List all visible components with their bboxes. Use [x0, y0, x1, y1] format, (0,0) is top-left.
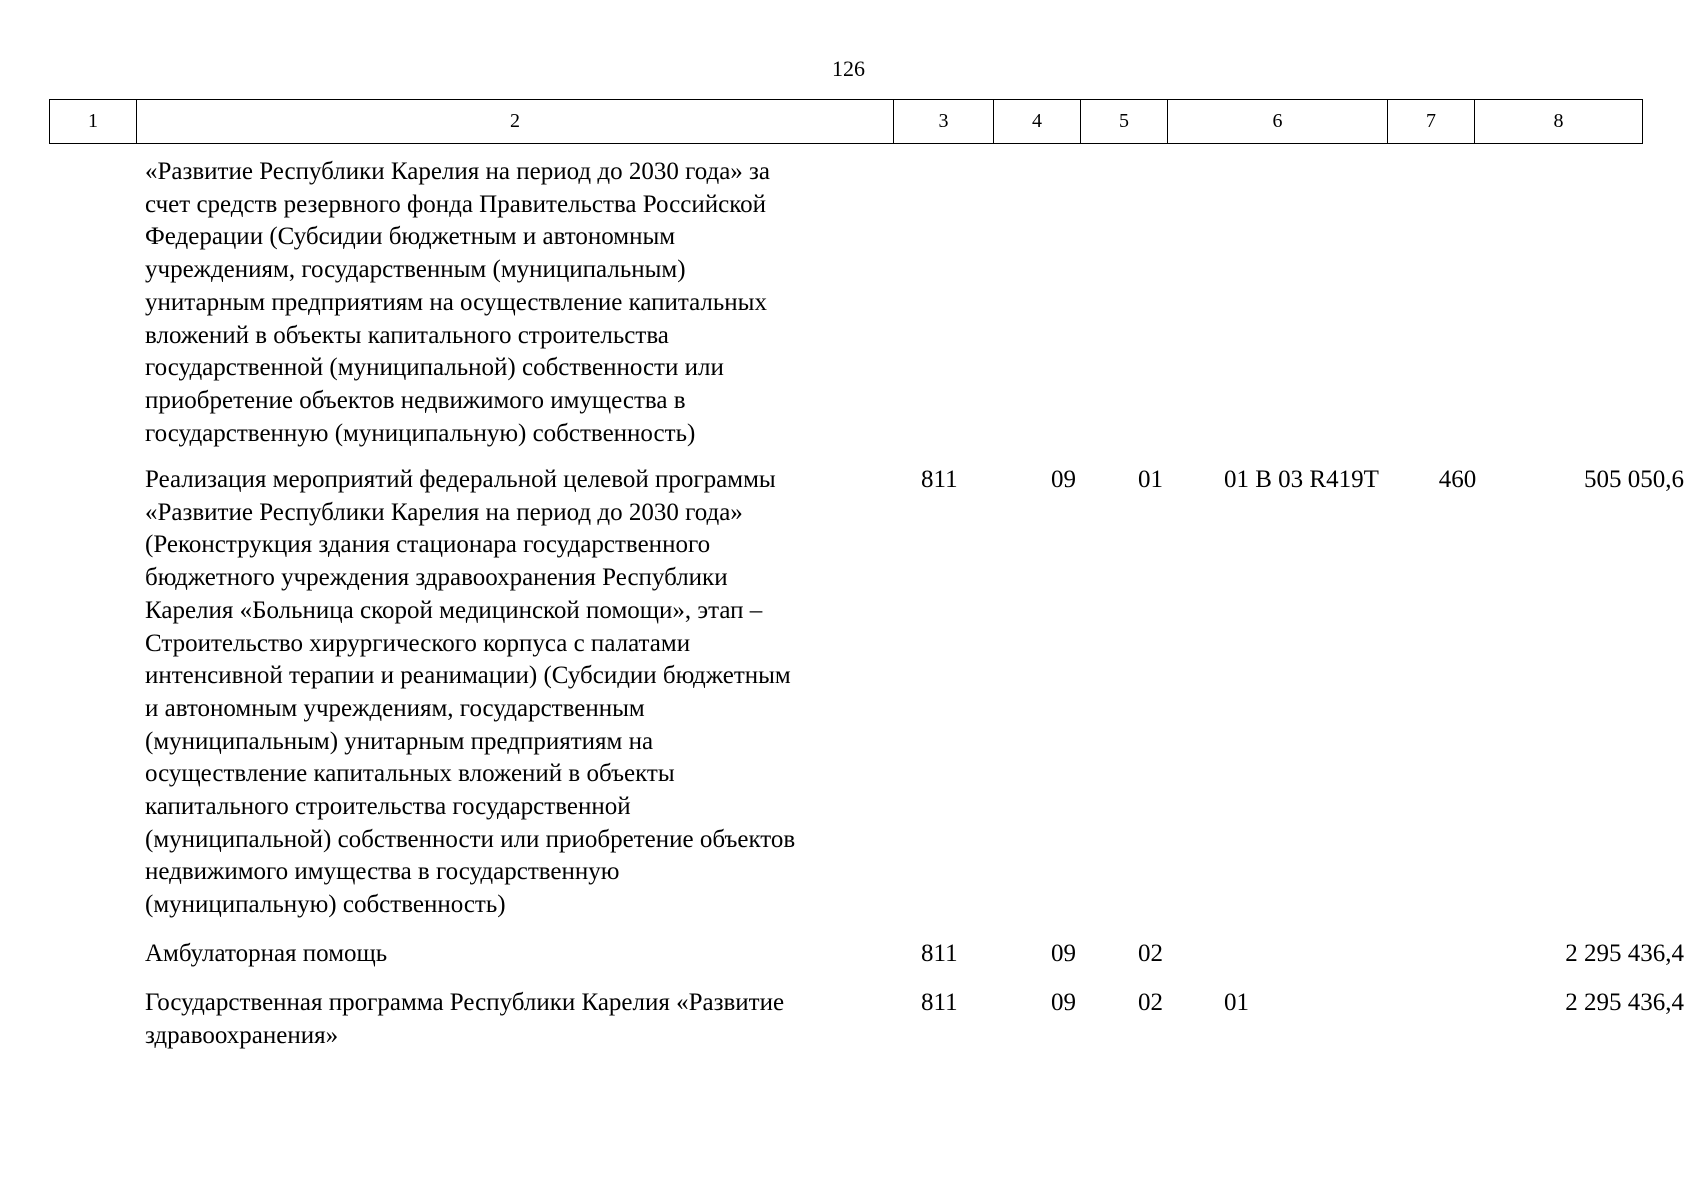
- description-line: Строительство хирургического корпуса с палатами: [145, 629, 691, 657]
- cell-amount: 2 295 436,4: [1565, 989, 1684, 1016]
- description-line: Реализация мероприятий федеральной целевой программы: [145, 466, 776, 493]
- cell-ministry-code: 811: [921, 940, 958, 967]
- cell-amount: 2 295 436,4: [1565, 940, 1684, 967]
- description-line: недвижимого имущества в государственную: [145, 858, 620, 886]
- description-line: Федерации (Субсидии бюджетным и автономным: [145, 223, 676, 251]
- row-description: [145, 938, 935, 971]
- cell-section-code: 09: [1051, 940, 1076, 967]
- description-line: здравоохранения»: [145, 1021, 339, 1049]
- cell-subsection-code: 01: [1138, 466, 1163, 493]
- column-header-5: 5: [1081, 100, 1168, 144]
- row-description: [145, 156, 935, 450]
- description-line: счет средств резервного фонда Правительства Российской: [145, 190, 766, 218]
- column-header-row: [49, 99, 1643, 144]
- column-header-2: 2: [137, 100, 894, 144]
- cell-expense-type: 460: [1438, 466, 1477, 493]
- description-line: (Реконструкция здания стационара государственного: [145, 531, 711, 559]
- cell-ministry-code: 811: [921, 466, 958, 493]
- description-line: (муниципальным) унитарным предприятиям на: [145, 727, 654, 755]
- description-line: вложений в объекты капитального строительства: [145, 321, 669, 349]
- description-line: Амбулаторная помощь: [145, 940, 388, 967]
- description-line: и автономным учреждениям, государственным: [145, 694, 645, 722]
- description-line: (муниципальной) собственности или приобретение объектов: [145, 825, 796, 853]
- description-line: Карелия «Больница скорой медицинской помощи», этап –: [145, 596, 763, 624]
- description-line: осуществление капитальных вложений в объекты: [145, 760, 675, 788]
- description-line: «Развитие Республики Карелия на период до 2030 года»: [145, 498, 743, 526]
- description-line: унитарным предприятиям на осуществление капитальных: [145, 288, 767, 316]
- column-header-6: 6: [1168, 100, 1388, 144]
- description-line: капитального строительства государственной: [145, 793, 631, 821]
- description-line: приобретение объектов недвижимого имущества в: [145, 386, 686, 414]
- cell-subsection-code: 02: [1138, 989, 1163, 1016]
- cell-amount: 505 050,6: [1584, 466, 1684, 493]
- description-line: (муниципальную) собственность): [145, 891, 506, 919]
- cell-subsection-code: 02: [1138, 940, 1163, 967]
- column-header-3: 3: [894, 100, 994, 144]
- description-line: бюджетного учреждения здравоохранения Республики: [145, 564, 728, 592]
- cell-section-code: 09: [1051, 989, 1076, 1016]
- cell-ministry-code: 811: [921, 989, 958, 1016]
- column-header-8: 8: [1475, 100, 1643, 144]
- cell-section-code: 09: [1051, 466, 1076, 493]
- column-header-1: 1: [50, 100, 137, 144]
- description-line: государственной (муниципальной) собственности или: [145, 354, 724, 382]
- column-header-7: 7: [1388, 100, 1475, 144]
- description-line: учреждениям, государственным (муниципальным): [145, 256, 686, 284]
- description-line: государственную (муниципальную) собственность): [145, 419, 696, 447]
- cell-target-article: 01 В 03 R419T: [1224, 466, 1379, 493]
- row-description: [145, 464, 935, 922]
- description-line: «Развитие Республики Карелия на период до 2030 года» за: [145, 158, 771, 185]
- column-header-4: 4: [994, 100, 1081, 144]
- description-line: интенсивной терапии и реанимации) (Субсидии бюджетным: [145, 662, 791, 690]
- description-line: Государственная программа Республики Карелия «Развитие: [145, 989, 785, 1016]
- cell-target-article: 01: [1224, 989, 1249, 1016]
- page-number: 126: [832, 56, 865, 81]
- row-description: [145, 987, 935, 1052]
